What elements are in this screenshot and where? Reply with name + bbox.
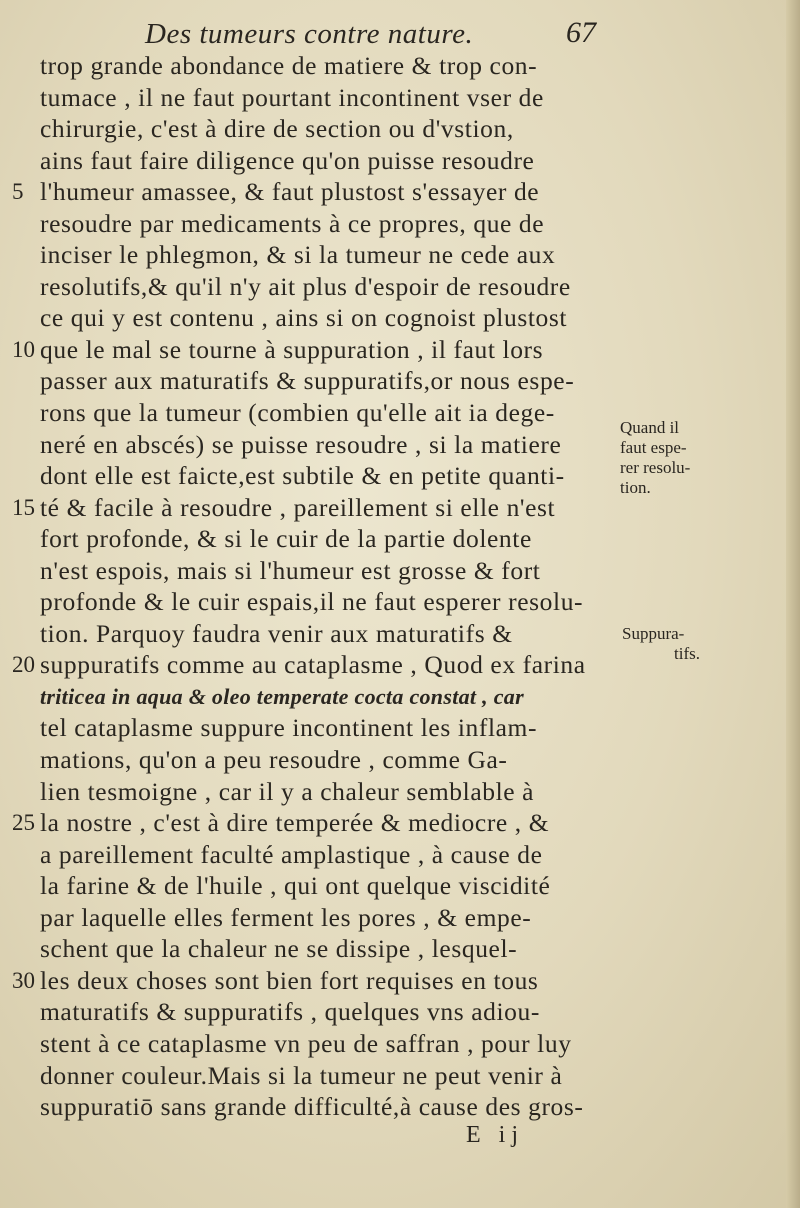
line-text: tumace , il ne faut pourtant incontinent vser de [40, 82, 544, 112]
text-line [0, 965, 800, 997]
line-text: par laquelle elles ferment les pores , & empe- [40, 902, 532, 932]
text-line [0, 807, 800, 839]
text-line [0, 744, 800, 776]
text-line [0, 555, 800, 587]
line-number: 15 [12, 494, 35, 520]
line-text: fort profonde, & si le cuir de la partie dolente [40, 524, 532, 554]
line-text: suppuratiō sans grande difficulté,à cause des gros- [40, 1092, 584, 1122]
text-line [0, 776, 800, 808]
line-text-italic: triticea in aqua & oleo temperate cocta constat , car [40, 683, 524, 709]
line-text: profonde & le cuir espais,il ne faut esperer resolu- [40, 587, 584, 617]
text-line [0, 1091, 800, 1123]
text-line [0, 870, 800, 902]
margin-note-line: rer resolu- [620, 458, 691, 477]
text-line [0, 239, 800, 271]
text-line [0, 681, 800, 713]
margin-note-resolution [620, 418, 690, 498]
line-text: mations, qu'on a peu resoudre , comme Ga- [40, 745, 508, 775]
line-text: schent que la chaleur ne se dissipe , lesquel- [40, 934, 518, 964]
line-text: la nostre , c'est à dire temperée & mediocre , & [40, 808, 550, 838]
margin-note-line: faut espe- [620, 438, 687, 457]
text-line [0, 1060, 800, 1092]
text-line [0, 839, 800, 871]
text-line [0, 113, 800, 145]
text-line [0, 145, 800, 177]
line-text: trop grande abondance de matiere & trop con- [40, 51, 538, 80]
line-text: tion. Parquoy faudra venir aux maturatifs & [40, 618, 513, 648]
text-line [0, 586, 800, 618]
margin-note-line: tion. [620, 478, 651, 497]
line-text: ains faut faire diligence qu'on puisse resoudre [40, 145, 535, 175]
page-header [0, 14, 800, 54]
line-text: passer aux maturatifs & suppuratifs,or nous espe- [40, 366, 575, 396]
line-number: 25 [12, 810, 35, 836]
line-text: resolutifs,& qu'il n'y ait plus d'espoir de resoudre [40, 271, 571, 301]
line-text: maturatifs & suppuratifs , quelques vns adiou- [40, 997, 540, 1027]
text-line [0, 208, 800, 240]
line-text: lien tesmoigne , car il y a chaleur semblable à [40, 776, 535, 806]
text-line [0, 302, 800, 334]
margin-note-line: tifs. [674, 644, 700, 663]
line-text: n'est espois, mais si l'humeur est grosse & fort [40, 555, 541, 585]
text-line [0, 1028, 800, 1060]
line-text: la farine & de l'huile , qui ont quelque viscidité [40, 871, 551, 901]
line-text: té & facile à resoudre , pareillement si elle n'est [40, 492, 556, 522]
text-line [0, 712, 800, 744]
line-text: stent à ce cataplasme vn peu de saffran , pour luy [40, 1028, 572, 1058]
margin-note-line: Suppura- [622, 624, 685, 643]
line-text: rons que la tumeur (combien qu'elle ait ia dege- [40, 398, 555, 428]
body-text [0, 50, 800, 1123]
line-text: inciser le phlegmon, & si la tumeur ne cede aux [40, 240, 556, 270]
line-number: 10 [12, 336, 35, 362]
signature-mark: E ij [466, 1122, 524, 1148]
page-number: 67 [566, 16, 596, 49]
line-text: ce qui y est contenu , ains si on cognoist plustost [40, 303, 568, 333]
text-line [0, 50, 800, 82]
line-text: que le mal se tourne à suppuration , il faut lors [40, 334, 544, 364]
margin-note-suppuratifs [622, 624, 700, 664]
line-text: l'humeur amassee, & faut plustost s'essayer de [40, 177, 540, 207]
text-line [0, 933, 800, 965]
line-text: chirurgie, c'est à dire de section ou d'vstion, [40, 114, 514, 144]
line-text: neré en abscés) se puisse resoudre , si la matiere [40, 429, 562, 459]
line-text: les deux choses sont bien fort requises en tous [40, 965, 539, 995]
line-number: 20 [12, 652, 35, 678]
line-text: suppuratifs comme au cataplasme , Quod ex farina [40, 650, 586, 680]
text-line [0, 176, 800, 208]
text-line [0, 334, 800, 366]
running-title: Des tumeurs contre nature. [145, 18, 474, 50]
text-line [0, 996, 800, 1028]
line-text: resoudre par medicaments à ce propres, que de [40, 208, 545, 238]
line-text: tel cataplasme suppure incontinent les inflam- [40, 713, 538, 743]
text-line [0, 271, 800, 303]
text-line [0, 523, 800, 555]
line-number: 30 [12, 967, 35, 993]
line-text: donner couleur.Mais si la tumeur ne peut venir à [40, 1060, 563, 1090]
text-line [0, 365, 800, 397]
line-text: a pareillement faculté amplastique , à cause de [40, 839, 543, 869]
line-number: 5 [12, 179, 24, 205]
line-text: dont elle est faicte,est subtile & en petite quanti- [40, 461, 565, 491]
text-line [0, 902, 800, 934]
text-line [0, 82, 800, 114]
margin-note-line: Quand il [620, 418, 680, 437]
